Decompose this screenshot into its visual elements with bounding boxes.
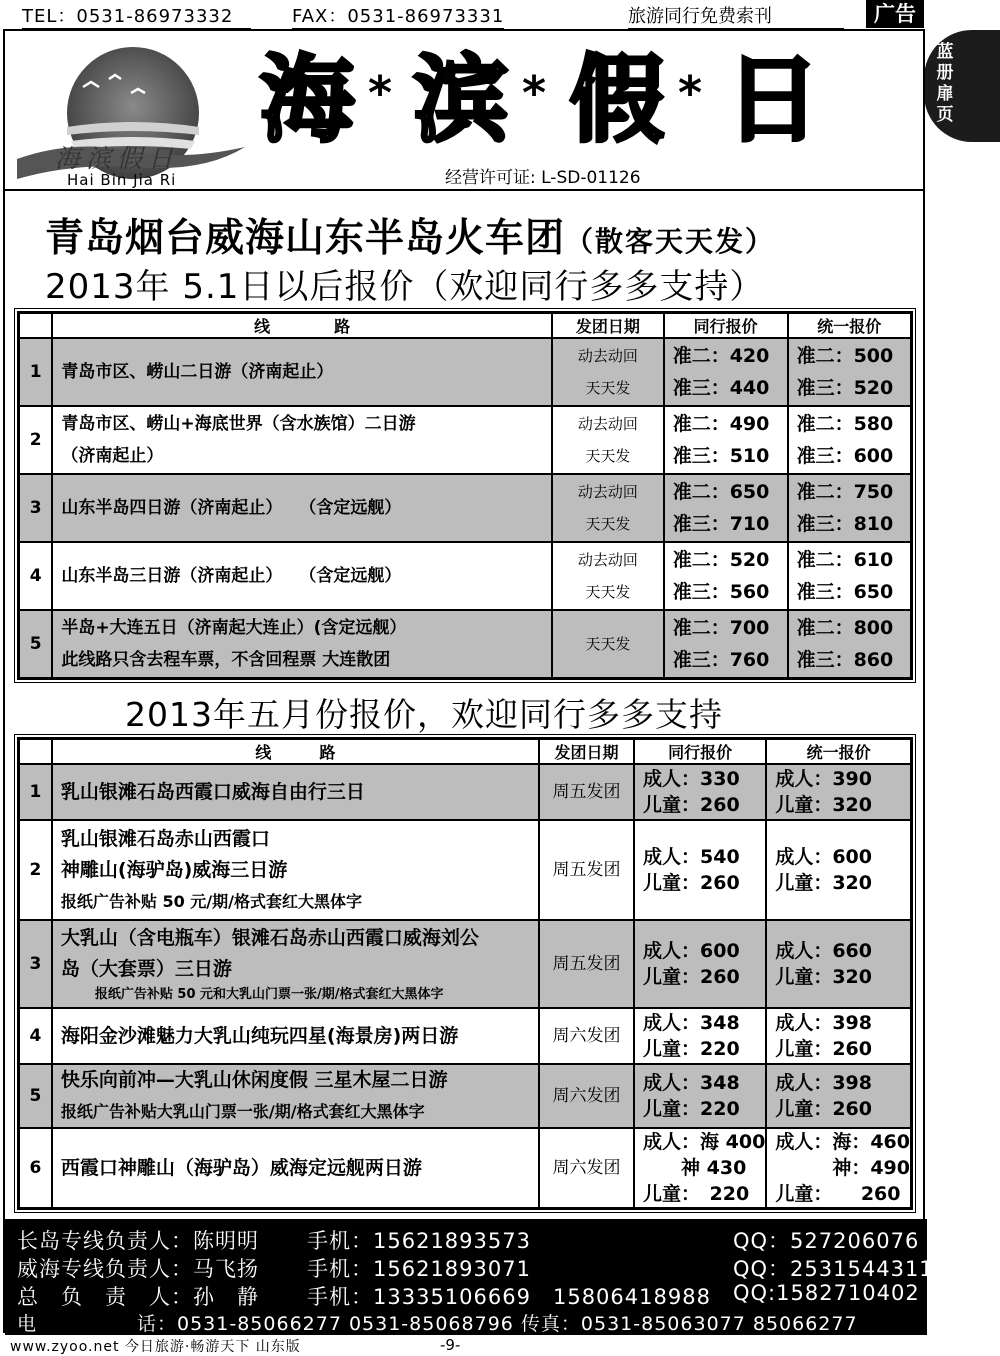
date-cell: 周六发团 [539, 1064, 634, 1128]
price-line: 成人：660 [775, 940, 872, 962]
price-line: 准二：520 [672, 549, 770, 571]
contact-role: 总 负 责 人：孙 静 [17, 1285, 259, 1309]
page-footer [0, 1334, 1000, 1356]
unified-price-cell [788, 474, 912, 542]
date-line: 天天发 [585, 447, 631, 465]
section1-subtitle: （散客天天发） [565, 225, 776, 258]
price-line: 神 430 [643, 1157, 747, 1179]
price-line: 儿童：220 [643, 1038, 740, 1060]
section1-title-text: 青岛烟台威海山东半岛火车团 [45, 216, 566, 261]
price-line: 准二：500 [796, 345, 894, 367]
date-cell: 周五发团 [539, 820, 634, 920]
price-line: 准二：490 [672, 413, 770, 435]
col-header-route: 线 路 [52, 313, 552, 339]
route-cell [52, 1064, 539, 1128]
price-line: 准三：440 [672, 377, 770, 399]
date-cell: 周六发团 [539, 1128, 634, 1209]
route-cell [52, 338, 552, 406]
price-line: 成人：海 400 [643, 1131, 766, 1153]
price-line: 儿童：320 [775, 794, 872, 816]
unified-price-cell [766, 1064, 911, 1128]
date-line: 动去动回 [577, 415, 638, 433]
price-line: 成人：398 [775, 1072, 872, 1094]
row-number: 1 [19, 764, 52, 820]
route-line: 海阳金沙滩魅力大乳山纯玩四星(海景房)两日游 [60, 1024, 459, 1047]
row-number: 4 [19, 1008, 52, 1064]
table-row [19, 764, 912, 820]
table-row [19, 1008, 912, 1064]
side-tab [924, 30, 1000, 142]
date-line: 动去动回 [577, 551, 638, 569]
price-line: 准二：420 [672, 345, 770, 367]
table-row [19, 610, 912, 678]
peer-price-cell [664, 406, 788, 474]
date-line: 动去动回 [577, 347, 638, 365]
unified-price-cell [766, 820, 911, 920]
tel-number: TEL：0531-86973332 [22, 2, 251, 30]
date-line: 天天发 [585, 379, 631, 397]
peer-price-cell [664, 542, 788, 610]
col-header-unified-price: 统一报价 [788, 313, 912, 339]
price-line: 儿童： 260 [775, 1183, 901, 1205]
date-line: 天天发 [585, 515, 631, 533]
route-line: 半岛+大连五日（济南起大连止）(含定远舰） [61, 617, 407, 638]
table-row [19, 474, 912, 542]
route-cell [52, 764, 539, 820]
date-cell: 周六发团 [539, 1008, 634, 1064]
brand-char-3: 假 [570, 46, 665, 155]
page-frame [3, 29, 934, 1335]
peer-price-cell [664, 474, 788, 542]
price-line: 成人：390 [775, 768, 872, 790]
table-header-row [19, 313, 912, 339]
table-row [19, 820, 912, 920]
route-line: 青岛市区、崂山+海底世界（含水族馆）二日游 [61, 414, 416, 434]
contact-qq: QQ：527206076 [733, 1229, 920, 1253]
route-cell [52, 474, 552, 542]
page-number: -9- [440, 1336, 461, 1354]
price-line: 准三：710 [672, 513, 770, 535]
section1-price-title: 2013年 5.1日以后报价（欢迎同行多多支持） [45, 267, 765, 307]
top-bar [0, 0, 1000, 26]
price-line: 儿童：260 [643, 872, 740, 894]
route-line: 山东半岛四日游（济南起止） （含定远舰） [61, 498, 402, 518]
col-header-route: 线 路 [52, 739, 539, 765]
contact-phone: 手机：15621893071 [307, 1257, 531, 1281]
route-line: 青岛市区、崂山二日游（济南起止） [61, 362, 334, 382]
side-tab-label: 蓝册扉页 [936, 42, 954, 125]
price-line: 儿童：320 [775, 872, 872, 894]
price-line: 准二：650 [672, 481, 770, 503]
date-line: 动去动回 [577, 483, 638, 501]
col-header-date: 发团日期 [552, 313, 664, 339]
price-line: 准二：580 [796, 413, 894, 435]
section2-title: 2013年五月份报价，欢迎同行多多支持 [125, 695, 723, 734]
peer-price-cell [664, 610, 788, 678]
price-line: 儿童： 220 [643, 1183, 750, 1205]
unified-price-cell [766, 920, 911, 1008]
price-line: 准三：560 [672, 581, 770, 603]
contact-role: 威海专线负责人：马飞扬 [17, 1257, 259, 1281]
brand-char-2: 滨 [414, 46, 509, 155]
unified-price-cell [766, 1128, 911, 1209]
date-cell [552, 474, 664, 542]
price-line: 准二：700 [672, 616, 770, 639]
route-note: 报纸广告补贴 50 元/期/格式套红大黑体字 [60, 891, 362, 911]
peer-price-cell [634, 1128, 766, 1209]
col-header-peer-price: 同行报价 [634, 739, 766, 765]
route-note: 报纸广告补贴大乳山门票一张/期/格式套红大黑体字 [60, 1102, 425, 1121]
date-line: 天天发 [585, 634, 631, 653]
table-row [19, 1128, 912, 1209]
brand-star-2: * [522, 66, 547, 120]
row-number: 5 [19, 1064, 52, 1128]
website-text: www.zyoo.net 今日旅游·畅游天下 山东版 [10, 1339, 301, 1355]
fax-number: FAX：0531-86973331 [292, 2, 504, 30]
col-header-date: 发团日期 [539, 739, 634, 765]
logo-chinese: 海滨假日 [55, 144, 180, 173]
row-number: 3 [19, 474, 53, 542]
contact-phone: 手机：15621893573 [307, 1229, 531, 1253]
contact-tel-line: 电 话：0531-85066277 0531-85068796 传真：0531-85063077 85066277 [17, 1313, 858, 1335]
logo [13, 39, 253, 187]
price-line: 准二：750 [796, 481, 894, 503]
price-line: 成人：330 [643, 768, 740, 790]
date-cell [552, 406, 664, 474]
route-line: 快乐向前冲—大乳山休闲度假 三星木屋二日游 [60, 1069, 448, 1091]
peer-price-cell [634, 820, 766, 920]
price-line: 准三：860 [796, 648, 894, 671]
price-line: 准三：520 [796, 377, 894, 399]
may-tour-table [17, 737, 913, 1210]
route-line: 乳山银滩石岛赤山西霞口 [60, 827, 270, 850]
route-line: 此线路只含去程车票，不含回程票 大连散团 [61, 649, 391, 670]
table-header-row [19, 739, 912, 765]
price-line: 成人：398 [775, 1012, 872, 1034]
route-line: 岛（大套票）三日游 [60, 958, 232, 980]
table-row [19, 338, 912, 406]
peer-price-cell [634, 920, 766, 1008]
route-note: 报纸广告补贴 50 元和大乳山门票一张/期/格式套红大黑体字 [94, 987, 444, 1002]
contact-footer [5, 1219, 934, 1335]
col-header-no [19, 313, 53, 339]
ad-badge: 广告 [866, 0, 924, 28]
row-number: 1 [19, 338, 53, 406]
header [5, 31, 923, 191]
price-line: 准三：600 [796, 445, 894, 467]
table-row [19, 920, 912, 1008]
price-line: 准二：610 [796, 549, 894, 571]
price-line: 准三：510 [672, 445, 770, 467]
price-line: 成人：海：460 [775, 1131, 910, 1153]
license-number: 经营许可证: L-SD-01126 [445, 168, 641, 188]
route-line: 西霞口神雕山（海驴岛）威海定远舰两日游 [60, 1156, 422, 1179]
route-line: 乳山银滩石岛西霞口威海自由行三日 [60, 780, 365, 803]
price-line: 儿童：320 [775, 966, 872, 988]
route-line: （济南起止） [61, 446, 164, 466]
col-header-no [19, 739, 52, 765]
contact-role: 长岛专线负责人：陈明明 [17, 1229, 259, 1253]
price-line: 儿童：220 [643, 1098, 740, 1120]
price-line: 儿童：260 [775, 1038, 872, 1060]
row-number: 2 [19, 406, 53, 474]
date-cell: 周五发团 [539, 920, 634, 1008]
price-line: 准三：810 [796, 513, 894, 535]
brand-star-1: * [368, 66, 393, 120]
price-line: 准三：650 [796, 581, 894, 603]
unified-price-cell [788, 338, 912, 406]
brand-star-3: * [678, 66, 703, 120]
unified-price-cell [766, 1008, 911, 1064]
section1-title [45, 207, 775, 263]
route-line: 大乳山（含电瓶车）银滩石岛赤山西霞口威海刘公 [60, 927, 479, 949]
table-row [19, 406, 912, 474]
route-cell [52, 542, 552, 610]
train-tour-table [17, 311, 913, 680]
price-line: 成人：540 [643, 846, 740, 868]
price-line: 儿童：260 [775, 1098, 872, 1120]
table-row [19, 542, 912, 610]
contact-qq: QQ:1582710402 [733, 1281, 920, 1305]
route-cell [52, 1008, 539, 1064]
table-row [19, 1064, 912, 1128]
price-line: 准三：760 [672, 648, 770, 671]
peer-price-cell [634, 1064, 766, 1128]
row-number: 2 [19, 820, 52, 920]
date-cell [552, 610, 664, 678]
date-cell [552, 338, 664, 406]
price-line: 儿童：260 [643, 794, 740, 816]
unified-price-cell [788, 406, 912, 474]
col-header-peer-price: 同行报价 [664, 313, 788, 339]
row-number: 5 [19, 610, 53, 678]
peer-price-cell [634, 764, 766, 820]
logo-pinyin: Hai Bin Jia Ri [67, 171, 177, 189]
row-number: 3 [19, 920, 52, 1008]
brand-char-4: 日 [726, 46, 821, 155]
row-number: 4 [19, 542, 53, 610]
price-line: 成人：600 [775, 846, 872, 868]
peer-price-cell [664, 338, 788, 406]
date-line: 天天发 [585, 583, 631, 601]
route-cell [52, 820, 539, 920]
price-line: 成人：600 [643, 940, 740, 962]
route-cell [52, 610, 552, 678]
unified-price-cell [788, 610, 912, 678]
peer-price-cell [634, 1008, 766, 1064]
price-line: 儿童：260 [643, 966, 740, 988]
free-catalog-text: 旅游同行免费索刊 [628, 2, 844, 30]
unified-price-cell [788, 542, 912, 610]
date-cell [552, 542, 664, 610]
date-cell: 周五发团 [539, 764, 634, 820]
route-line: 山东半岛三日游（济南起止） （含定远舰） [61, 566, 402, 586]
brand-title [260, 47, 890, 155]
row-number: 6 [19, 1128, 52, 1209]
contact-qq: QQ：2531544311 [733, 1257, 934, 1281]
route-cell [52, 406, 552, 474]
col-header-unified-price: 统一报价 [766, 739, 911, 765]
route-line: 神雕山(海驴岛)威海三日游 [60, 858, 288, 881]
price-line: 成人：348 [643, 1012, 740, 1034]
route-cell [52, 920, 539, 1008]
price-line: 准二：800 [796, 616, 894, 639]
unified-price-cell [766, 764, 911, 820]
contact-phone: 手机：13335106669 15806418988 [307, 1285, 711, 1309]
route-cell [52, 1128, 539, 1209]
price-line: 成人：348 [643, 1072, 740, 1094]
price-line: 神：490 [775, 1157, 910, 1179]
brand-char-1: 海 [260, 46, 355, 155]
